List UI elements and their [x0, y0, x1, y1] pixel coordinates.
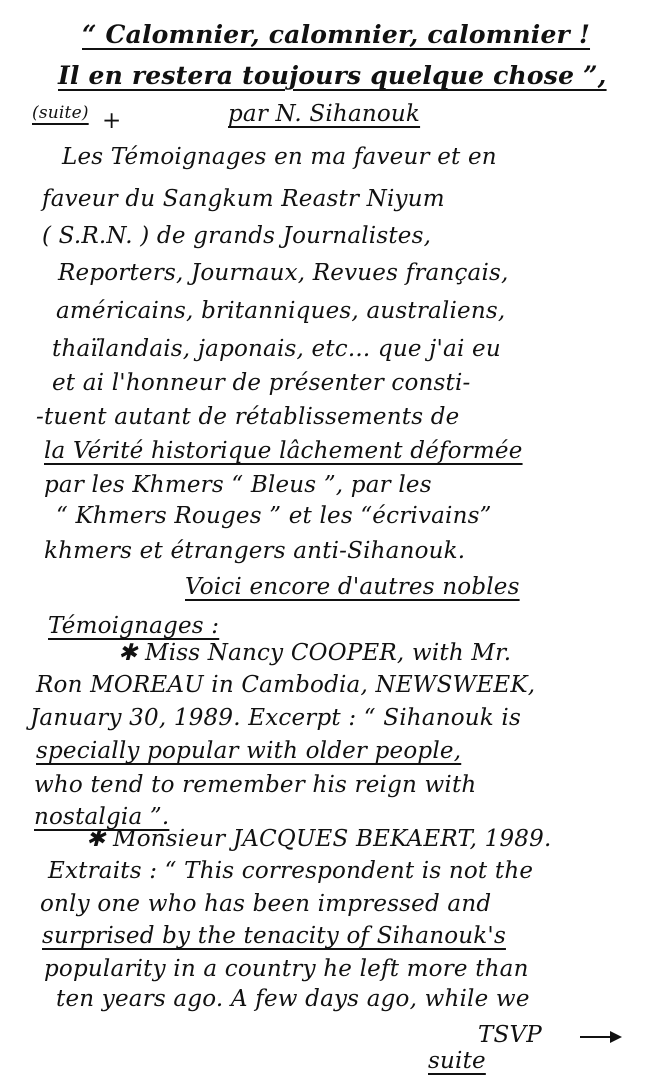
body-line-21: ✱ Monsieur JACQUES BEKAERT, 1989.	[86, 826, 552, 852]
body-line-10: par les Khmers “ Bleus ”, par les	[44, 472, 432, 498]
body-line-18: specially popular with older people,	[36, 738, 462, 764]
body-line-23: only one who has been impressed and	[40, 891, 492, 917]
body-line-4: Reporters, Journaux, Revues français,	[58, 260, 509, 286]
title-line-2: Il en restera toujours quelque chose ”,	[58, 61, 607, 90]
body-line-13: Voici encore d'autres nobles	[185, 574, 520, 600]
next-page-arrow-head	[610, 1031, 622, 1043]
next-page-arrow	[580, 1036, 614, 1038]
body-line-7: et ai l'honneur de présenter consti-	[52, 370, 471, 396]
body-line-19: who tend to remember his reign with	[34, 772, 477, 798]
suite-footer: suite	[428, 1048, 486, 1074]
body-line-20: nostalgia ”.	[34, 804, 170, 830]
title-line-1: “ Calomnier, calomnier, calomnier !	[82, 20, 591, 49]
body-line-25: popularity in a country he left more than	[44, 956, 529, 982]
body-line-11: “ Khmers Rouges ” et les “écrivains”	[56, 503, 492, 529]
author-signature: par N. Sihanouk	[228, 101, 421, 127]
body-line-15: ✱ Miss Nancy COOPER, with Mr.	[118, 640, 512, 666]
body-line-9: la Vérité historique lâchement déformée	[44, 438, 523, 464]
body-line-22: Extraits : “ This correspondent is not the	[48, 858, 534, 884]
tsvp-label: TSVP	[478, 1022, 542, 1048]
body-line-12: khmers et étrangers anti-Sihanouk.	[44, 538, 466, 564]
body-line-6: thaïlandais, japonais, etc... que j'ai eu	[52, 336, 501, 362]
body-line-2: faveur du Sangkum Reastr Niyum	[42, 186, 445, 212]
body-line-26: ten years ago. A few days ago, while we	[56, 986, 530, 1012]
body-line-5: américains, britanniques, australiens,	[56, 298, 506, 324]
suite-tag: (suite)	[32, 103, 89, 123]
body-line-16: Ron MOREAU in Cambodia, NEWSWEEK,	[36, 672, 536, 698]
suite-mark: +	[102, 108, 122, 134]
body-line-3: ( S.R.N. ) de grands Journalistes,	[42, 223, 432, 249]
body-line-17: January 30, 1989. Excerpt : “ Sihanouk is	[30, 705, 521, 731]
body-line-14: Témoignages :	[48, 613, 220, 639]
body-line-1: Les Témoignages en ma faveur et en	[62, 144, 497, 170]
body-line-8: -tuent autant de rétablissements de	[36, 404, 460, 430]
body-line-24: surprised by the tenacity of Sihanouk's	[42, 923, 506, 949]
